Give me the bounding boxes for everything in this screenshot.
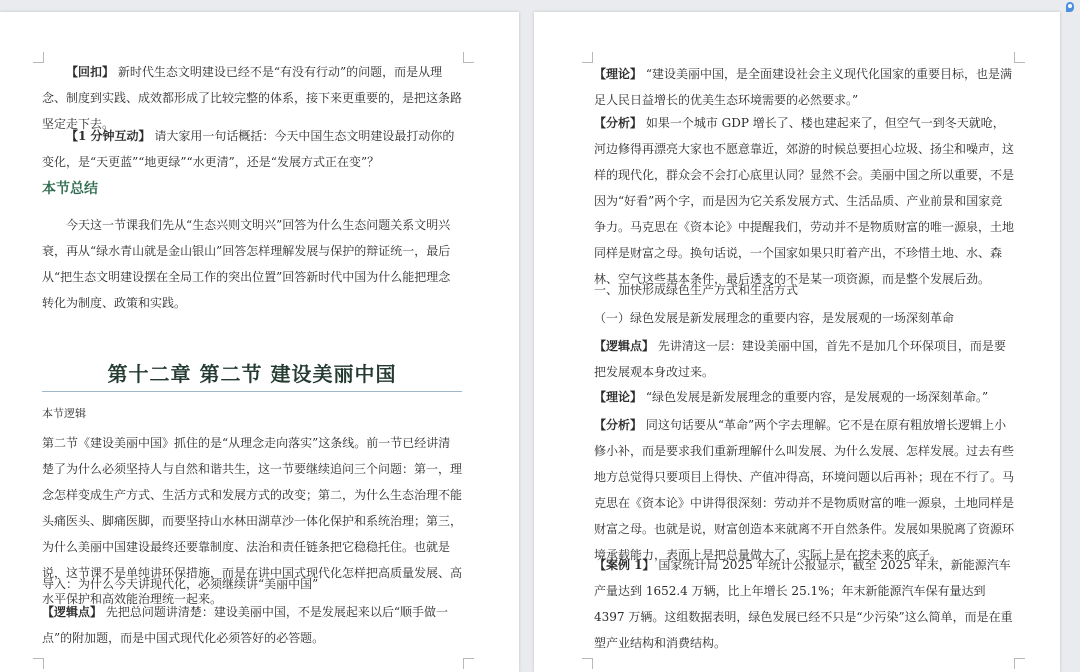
- paragraph-text: 同这句话要从“革命”两个字去理解。它不是在原有粗放增长逻辑上小修小补，而是要求我们重新理解什么叫发展、为什么发展、怎样发展。过去有些地方总觉得只要项目上得快、产值冲得高，环境问题以后再补；现在不行了。马克思在《资本论》中讲得很深刻：劳动并不是物质财富的唯一源泉，土地同样是财富之母。也就是说，财富创造本来就离不开自然条件。发展如果脱离了资源环境承载能力，表面上是把总量做大了，实际上是在挖未来的底子。: [594, 418, 1015, 562]
- subsection-heading: （一）绿色发展是新发展理念的重要内容，是发展观的一场深刻革命: [594, 311, 955, 325]
- logic-paragraph: 第二节《建设美丽中国》抓住的是“从理念走向落实”这条线。前一节已经讲清楚了为什么必须坚持人与自然和谐共生，这一节要继续追问三个问题：第一，理念怎样变成生产方式、生活方式和发展方式的改变；第二，为什么生态治理不能头痛医头、脚痛医脚，而要坚持山水林田湖草沙一体化保护和系统治理；第三，为什么美丽中国建设最终还要靠制度、法治和责任链条把它稳稳托住。也就是说，这节课不是单纯讲环保措施，而是在讲中国式现代化怎样把高质量发展、高水平保护和高效能治理统一起来。: [42, 436, 463, 606]
- case-paragraph: [594, 552, 1014, 656]
- theory-paragraph-2: [594, 384, 1014, 410]
- paragraph-label: 【回扣】: [66, 65, 115, 79]
- title-underline: [42, 391, 462, 392]
- paragraph-label: 【理论】: [594, 390, 643, 404]
- paragraph-label: 【分析】: [594, 418, 643, 432]
- margin-corner-mark: [582, 52, 593, 63]
- paragraph-text: 先讲清这一层：建设美丽中国，首先不是加几个环保项目，而是要把发展观本身改过来。: [594, 339, 1006, 379]
- interaction-paragraph: [42, 123, 462, 175]
- theory-paragraph: [594, 61, 1014, 113]
- paragraph-text: 如果一个城市 GDP 增长了、楼也建起来了，但空气一到冬天就呛，河边修得再漂亮大家也不愿意靠近，郊游的时候总要担心垃圾、扬尘和噪声，这样的现代化，群众会不会打心底里认同？显然不会。美丽中国之所以重要，不是因为“好看”两个字，而是因为它关系发展方式、生活品质、产业前景和国家竞争力。马克思在《资本论》中提醒我们，劳动并不是物质财富的唯一源泉，土地同样是财富之母。换句话说，一个国家如果只盯着产出，不珍惜土地、水、森林、空气这些基本条件，最后透支的不是某一项资源，而是整个发展后劲。: [594, 116, 1015, 286]
- intro-line: 导入：为什么今天讲现代化，必须继续讲“美丽中国”: [42, 577, 319, 591]
- logic-point-paragraph: [42, 599, 462, 651]
- paragraph-label: 【1 分钟互动】: [66, 129, 151, 143]
- paragraph-label: 【逻辑点】: [594, 339, 655, 353]
- margin-corner-mark: [1014, 52, 1025, 63]
- summary-paragraph: 今天这一节课我们先从“生态兴则文明兴”回答为什么生态问题关系文明兴衰，再从“绿水青山就是金山银山”回答怎样理解发展与保护的辩证统一，最后从“把生态文明建设摆在全局工作的突出位置”回答新时代中国为什么能把理念转化为制度、政策和实践。: [42, 218, 451, 310]
- section-heading: 一、加快形成绿色生产方式和生活方式: [594, 283, 799, 297]
- document-page-right: [534, 12, 1060, 672]
- paragraph-text: 先把总问题讲清楚：建设美丽中国，不是发展起来以后“顺手做一点”的附加题，而是中国式现代化必须答好的必答题。: [42, 605, 448, 645]
- logic-point-paragraph: [594, 333, 1014, 385]
- margin-corner-mark: [582, 658, 593, 669]
- paragraph-label: 【理论】: [594, 67, 643, 81]
- paragraph-label: 【分析】: [594, 116, 643, 130]
- margin-corner-mark: [33, 658, 44, 669]
- paragraph-label: 【案例 1】: [594, 558, 655, 572]
- analysis-paragraph: [594, 110, 1014, 292]
- paragraph-label: 【逻辑点】: [42, 605, 103, 619]
- paragraph-text: 新时代生态文明建设已经不是“有没有行动”的问题，而是从理念、制度到实践、成效都形成了比较完整的体系，接下来更重要的，是把这条路坚定走下去。: [42, 65, 463, 131]
- logic-heading: 本节逻辑: [42, 407, 86, 420]
- paragraph-text: “绿色发展是新发展理念的重要内容，是发展观的一场深刻革命。”: [645, 390, 989, 404]
- margin-corner-mark: [463, 52, 474, 63]
- location-pin-icon[interactable]: [1066, 2, 1074, 12]
- document-page-left: [0, 12, 519, 672]
- summary-heading: 本节总结: [42, 181, 98, 197]
- margin-corner-mark: [463, 658, 474, 669]
- chapter-title: 第十二章 第二节 建设美丽中国: [107, 362, 397, 386]
- paragraph-text: “建设美丽中国，是全面建设社会主义现代化国家的重要目标，也是满足人民日益增长的优美生态环境需要的必然要求。”: [594, 67, 1012, 107]
- paragraph-text: 请大家用一句话概括：今天中国生态文明建设最打动你的变化，是“天更蓝”“地更绿”“水更清”，还是“发展方式正在变”？: [42, 129, 455, 169]
- paragraph-text: 国家统计局 2025 年统计公报显示，截至 2025 年末，新能源汽车产量达到 1652.4 万辆，比上年增长 25.1%；年末新能源汽车保有量达到 4397 万辆。这组数据表明，绿色发展已经不只是“少污染”这么简单，而是在重塑产业结构和消费结构。: [594, 558, 1013, 650]
- analysis-paragraph-2: [594, 412, 1014, 568]
- margin-corner-mark: [1014, 658, 1025, 669]
